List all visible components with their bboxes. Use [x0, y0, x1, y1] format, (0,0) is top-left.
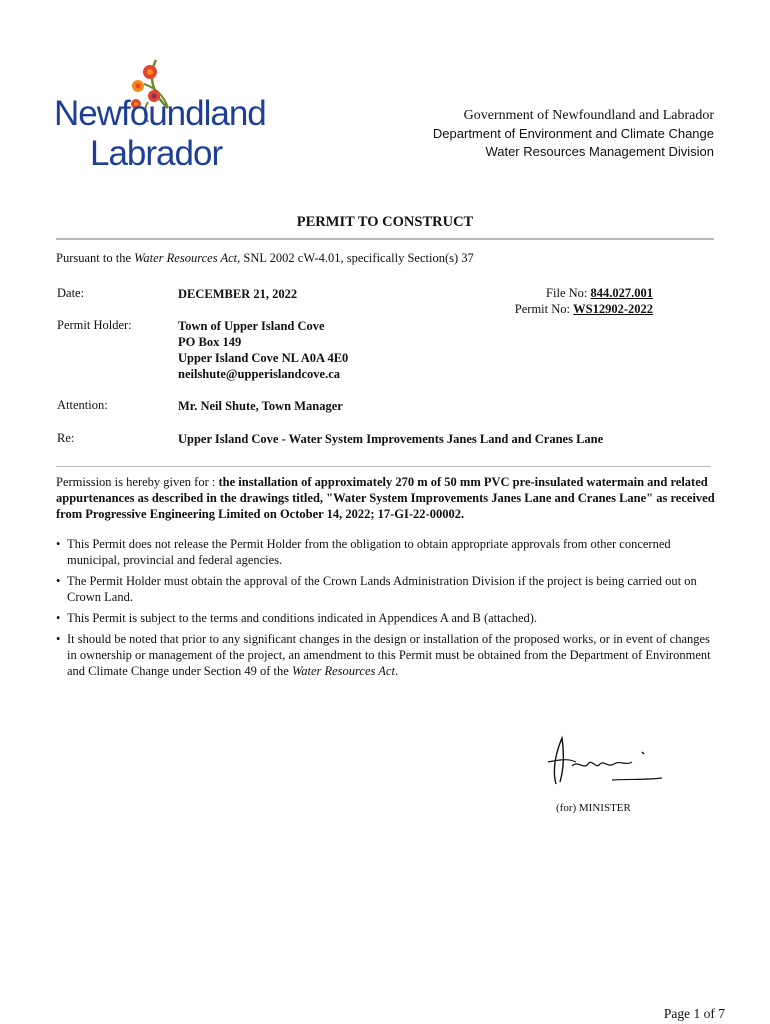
- permit-holder-address: Town of Upper Island Cove PO Box 149 Upper Island Cove NL A0A 4E0 neilshute@upperislandcove.ca: [178, 319, 349, 381]
- act-name: Water Resources Act: [134, 251, 238, 265]
- re-label: Re:: [57, 431, 75, 445]
- handwritten-signature: [542, 732, 672, 792]
- date-label: Date:: [57, 286, 85, 300]
- logo-newfoundland-text: Newfoundland: [54, 94, 266, 133]
- section-divider: [56, 466, 711, 467]
- signature-caption: (for) MINISTER: [556, 802, 631, 814]
- list-item: • This Permit does not release the Permit Holder from the obligation to obtain appropriate approvals from other concerned municipal, provincial and federal agencies.: [56, 537, 671, 567]
- date-value: DECEMBER 21, 2022: [178, 287, 298, 301]
- conditions-list: [56, 536, 716, 684]
- pursuant-line: Pursuant to the Water Resources Act, SNL 2002 cW-4.01, specifically Section(s) 37: [56, 251, 474, 265]
- permit-number-line: Permit No: WS12902-2022: [514, 302, 653, 316]
- holder-email: neilshute@upperislandcove.ca: [178, 367, 340, 381]
- department-name: Department of Environment and Climate Change: [432, 126, 714, 141]
- government-name: Government of Newfoundland and Labrador: [463, 108, 714, 123]
- newfoundland-labrador-logo: [52, 58, 266, 176]
- division-name: Water Resources Management Division: [485, 144, 714, 159]
- list-item: • It should be noted that prior to any significant changes in the design or installation of the proposed works, or in event of changes in ownership or management of the project, an amendment to this Permit must be obtained from the Department of Environment and Climate Change under Section 49 of the Water Resources Act.: [56, 632, 711, 678]
- list-item: • This Permit is subject to the terms and conditions indicated in Appendices A and B (attached).: [56, 611, 538, 625]
- title-divider: [56, 238, 714, 240]
- logo-labrador-text: Labrador: [90, 134, 223, 173]
- list-item: • The Permit Holder must obtain the approval of the Crown Lands Administration Division if the project is being carried out on Crown Land.: [56, 574, 697, 604]
- file-info: [515, 285, 653, 317]
- attention-label: Attention:: [57, 398, 108, 412]
- document-title: PERMIT TO CONSTRUCT: [296, 214, 474, 230]
- file-number-line: File No: 844.027.001: [546, 286, 653, 300]
- attention-value: Mr. Neil Shute, Town Manager: [178, 399, 343, 413]
- file-number: 844.027.001: [590, 286, 653, 300]
- permit-number: WS12902-2022: [573, 302, 653, 316]
- letterhead: [433, 107, 714, 161]
- permit-holder-label: Permit Holder:: [57, 318, 132, 332]
- permission-statement: Permission is hereby given for : the installation of approximately 270 m of 50 mm PVC pre-insulated watermain and related appurtenances as described in the drawings titled, "Water System Improvements Janes Lane and Cranes Lane" as received from Progressive Engineering Limited on October 14, 2022; 17-GI-22-00002.: [56, 475, 715, 521]
- page-number: Page 1 of 7: [663, 1006, 725, 1021]
- permission-body: the installation of approximately 270 m of 50 mm PVC pre-insulated watermain and related appurtenances as described in the drawings titled, "Water System Improvements Janes Lane and Cranes Lane" as received from Progressive Engineering Limited on October 14, 2022; 17-GI-22-00002.: [56, 475, 715, 521]
- re-value: Upper Island Cove - Water System Improvements Janes Land and Cranes Lane: [178, 432, 604, 446]
